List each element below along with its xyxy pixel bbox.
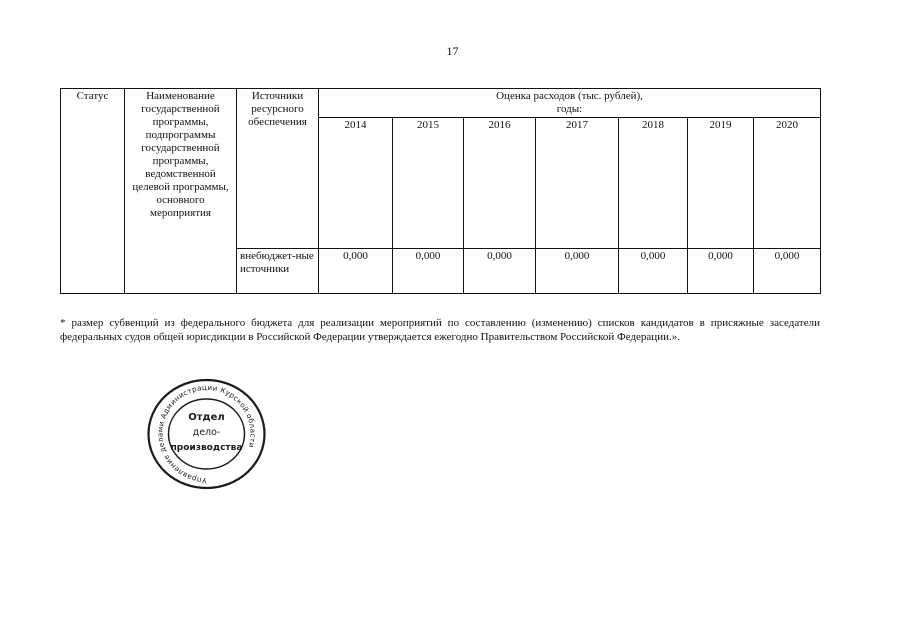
estimate-header-line1: Оценка расходов (тыс. рублей), [496,90,643,102]
page-number: 17 [446,44,459,58]
year-cell: 2017 [536,118,619,249]
value-cell: 0,000 [464,249,536,294]
stamp-ring-text: Управление делами Администрации Курской области [155,382,258,486]
year-cell: 2014 [319,118,393,249]
stamp-center-line3: производства [170,443,243,453]
value-cell: 0,000 [536,249,619,294]
year-cell: 2020 [754,118,821,249]
status-header: Статус [61,89,125,294]
estimate-header-line2: годы: [556,103,583,115]
year-cell: 2016 [464,118,536,249]
value-cell: 0,000 [688,249,754,294]
stamp-center-line1: Отдел [188,412,225,423]
value-cell: 0,000 [319,249,393,294]
program-name-header: Наименование государственной программы, подпрограммы государственной программы, ведомственной целевой программы, основного мероприятия [125,89,237,294]
value-cell: 0,000 [393,249,464,294]
footnote: * размер субвенций из федерального бюджета для реализации мероприятий по составлению (изменению) списков кандидатов в присяжные заседатели федеральных судов общей юрисдикции в Российской Федерации утверждается ежегодно Правительством Российской Федерации.». [60,317,820,343]
year-cell: 2018 [619,118,688,249]
source-cell: внебюджет-ные источники [237,249,319,294]
value-cell: 0,000 [754,249,821,294]
year-cell: 2015 [393,118,464,249]
estimate-header [319,89,821,118]
source-header: Источники ресурсного обеспечения [237,89,319,249]
stamp-center-line2: дело- [192,427,221,438]
year-cell: 2019 [688,118,754,249]
stamp-seal [144,376,269,491]
value-cell: 0,000 [619,249,688,294]
budget-table [60,88,821,294]
table-header-row [61,89,821,118]
